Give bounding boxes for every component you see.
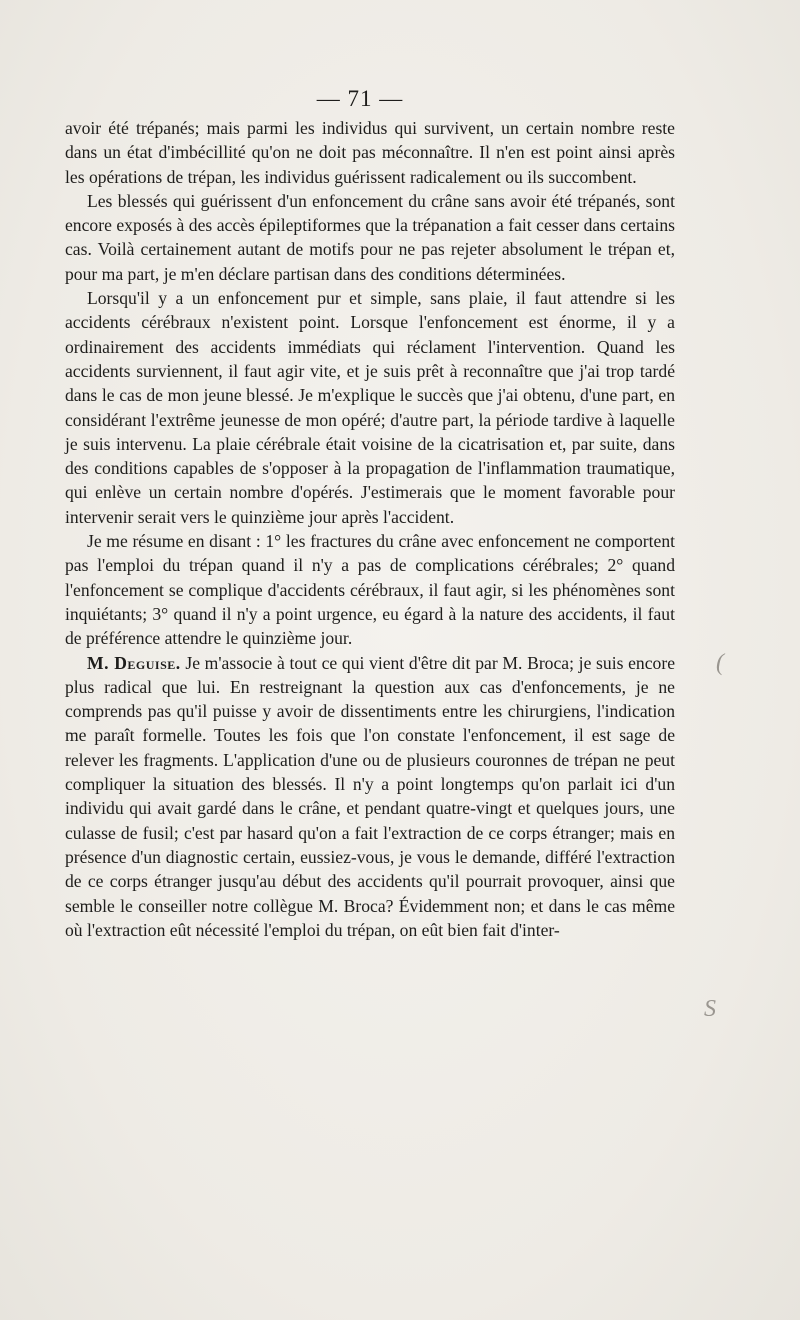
body-text [65, 116, 675, 942]
paragraph-5 [65, 651, 675, 943]
speaker-name: M. Deguise. [87, 652, 181, 673]
paragraph-2: Les blessés qui guérissent d'un enfoncement du crâne sans avoir été trépanés, sont encore exposés à des accès épileptiformes que la trépanation a fait cesser dans certains cas. Voilà certainement autant de motifs pour ne pas rejeter absolument le trépan et, pour ma part, je m'en déclare partisan dans des conditions déterminées. [65, 190, 675, 284]
paragraph-1: avoir été trépanés; mais parmi les individus qui survivent, un certain nombre reste dans un état d'imbécillité qu'on ne doit pas méconnaître. Il n'en est point ainsi après les opérations de trépan, les individus guérissent radicalement ou ils succombent. [65, 118, 675, 187]
page-number: — 71 — [316, 86, 404, 111]
margin-pencil-mark: S [704, 996, 716, 1022]
margin-pencil-mark: ( [716, 650, 724, 676]
paragraph-3: Lorsqu'il y a un enfoncement pur et simple, sans plaie, il faut attendre si les accidents cérébraux n'existent point. Lorsque l'enfoncement est énorme, il y a ordinairement des accidents immédiats qui réclament l'intervention. Quand les accidents surviennent, il faut agir vite, et je suis prêt à reconnaître que j'ai trop tardé dans le cas de mon jeune blessé. Je m'explique le succès que j'ai obtenu, d'une part, en considérant l'extrême jeunesse de mon opéré; d'autre part, la période tardive à laquelle je suis intervenu. La plaie cérébrale était voisine de la cicatrisation et, par suite, dans des conditions capables de s'opposer à la propagation de l'inflammation traumatique, qui enlève un certain nombre d'opérés. J'estimerais que le moment favorable pour intervenir serait vers le quinzième jour après l'accident. [65, 288, 675, 527]
paragraph-5-text: Je m'associe à tout ce qui vient d'être dit par M. Broca; je suis encore plus radical que lui. En restreignant la question aux cas d'enfoncements, je ne comprends pas qu'il puisse y avoir de dissentiments entre les chirurgiens, l'indication me paraît formelle. Toutes les fois que l'on constate l'enfoncement, il est sage de relever les fragments. L'application d'une ou de plusieurs couronnes de trépan ne peut compliquer la situation des blessés. Il n'y a point longtemps qu'on parlait ici d'un individu qui avait gardé dans le crâne, et pendant quatre-vingt et quelques jours, une culasse de fusil; c'est par hasard qu'on a fait l'extraction de ce corps étranger; mais en présence d'un diagnostic certain, eussiez-vous, je vous le demande, différé l'extraction de ce corps étranger jusqu'au début des accidents qu'il pourrait provoquer, ainsi que semble le conseiller notre collègue M. Broca? Évidemment non; et dans le cas même où l'extraction eût nécessité l'emploi du trépan, on eût bien fait d'inter- [65, 652, 676, 940]
paragraph-4: Je me résume en disant : 1° les fractures du crâne avec enfoncement ne comportent pas l'emploi du trépan quand il n'y a pas de complications cérébrales; 2° quand l'enfoncement se complique d'accidents cérébraux, il faut agir, si les phénomènes sont inquiétants; 3° quand il n'y a point urgence, eu égard à la nature des accidents, il faut de préférence attendre le quinzième jour. [65, 531, 675, 649]
